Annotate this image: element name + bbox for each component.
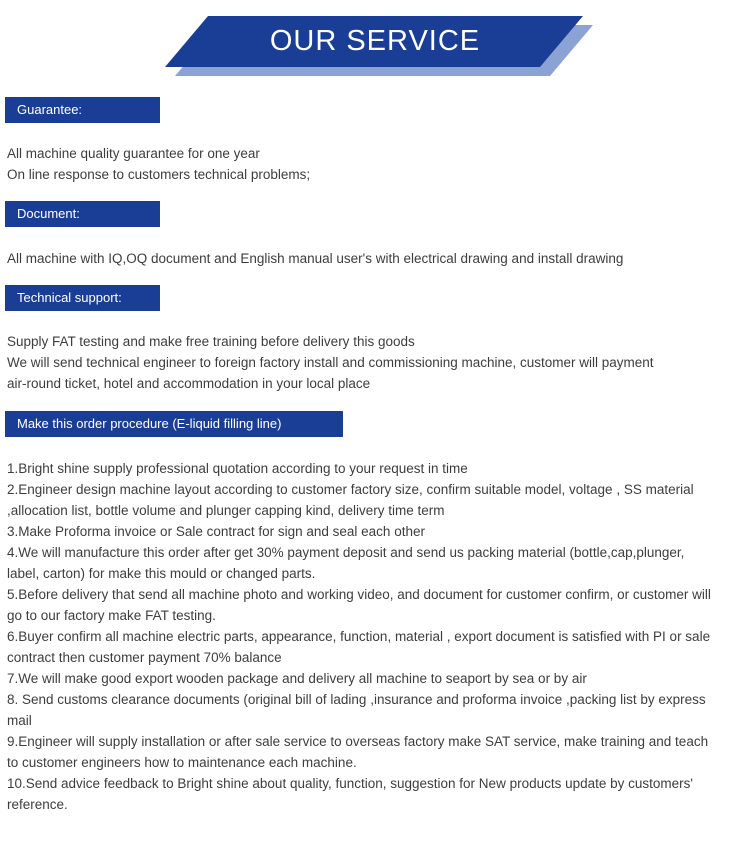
section-heading-guarantee: Guarantee: [5, 97, 160, 123]
text-line: 9.Engineer will supply installation or after sale service to overseas factory make SAT service, make training and teach [7, 734, 709, 749]
section-body-guarantee [7, 143, 750, 185]
section-technical-support [0, 285, 750, 394]
text-line: 8. Send customs clearance documents (original bill of lading ,insurance and proforma invoice ,packing list by express [7, 692, 706, 707]
text-line: reference. [7, 797, 68, 812]
section-document [0, 201, 750, 269]
banner-title: OUR SERVICE [269, 25, 481, 57]
section-heading-order-procedure: Make this order procedure (E-liquid filling line) [5, 411, 343, 437]
section-body-technical-support [7, 331, 750, 394]
text-line: 7.We will make good export wooden package and delivery all machine to seaport by sea or by air [7, 671, 587, 686]
text-line: 2.Engineer design machine layout according to customer factory size, confirm suitable model, voltage , SS material [7, 482, 694, 497]
text-line: 6.Buyer confirm all machine electric parts, appearance, function, material , export document is satisfied with PI or sale [7, 629, 711, 644]
section-heading-technical-support: Technical support: [5, 285, 160, 311]
text-line: label, carton) for make this mould or changed parts. [7, 566, 316, 581]
text-line: 4.We will manufacture this order after get 30% payment deposit and send us packing material (bottle,cap,plunger, [7, 545, 685, 560]
text-line: go to our factory make FAT testing. [7, 608, 216, 623]
section-guarantee [0, 97, 750, 185]
text-line: contract then customer payment 70% balance [7, 650, 282, 665]
text-line: 1.Bright shine supply professional quotation according to your request in time [7, 461, 468, 476]
section-order-procedure [0, 411, 750, 815]
text-line: ,allocation list, bottle volume and plunger capping kind, delivery time term [7, 503, 445, 518]
section-body-order-procedure [7, 458, 750, 815]
text-line: mail [7, 713, 32, 728]
section-heading-document: Document: [5, 201, 160, 227]
text-line: All machine quality guarantee for one year [7, 146, 260, 161]
service-banner [0, 0, 750, 80]
text-line: 3.Make Proforma invoice or Sale contract for sign and seal each other [7, 524, 425, 539]
text-line: Supply FAT testing and make free training before delivery this goods [7, 334, 415, 349]
text-line: air-round ticket, hotel and accommodation in your local place [7, 376, 371, 391]
text-line: to customer engineers how to maintenance each machine. [7, 755, 357, 770]
section-body-document [7, 248, 750, 269]
text-line: 5.Before delivery that send all machine photo and working video, and document for customer confirm, or customer will [7, 587, 711, 602]
text-line: All machine with IQ,OQ document and English manual user's with electrical drawing and install drawing [7, 251, 624, 266]
text-line: We will send technical engineer to foreign factory install and commissioning machine, customer will payment [7, 355, 654, 370]
text-line: On line response to customers technical problems; [7, 167, 311, 182]
text-line: 10.Send advice feedback to Bright shine about quality, function, suggestion for New products update by customers' [7, 776, 693, 791]
